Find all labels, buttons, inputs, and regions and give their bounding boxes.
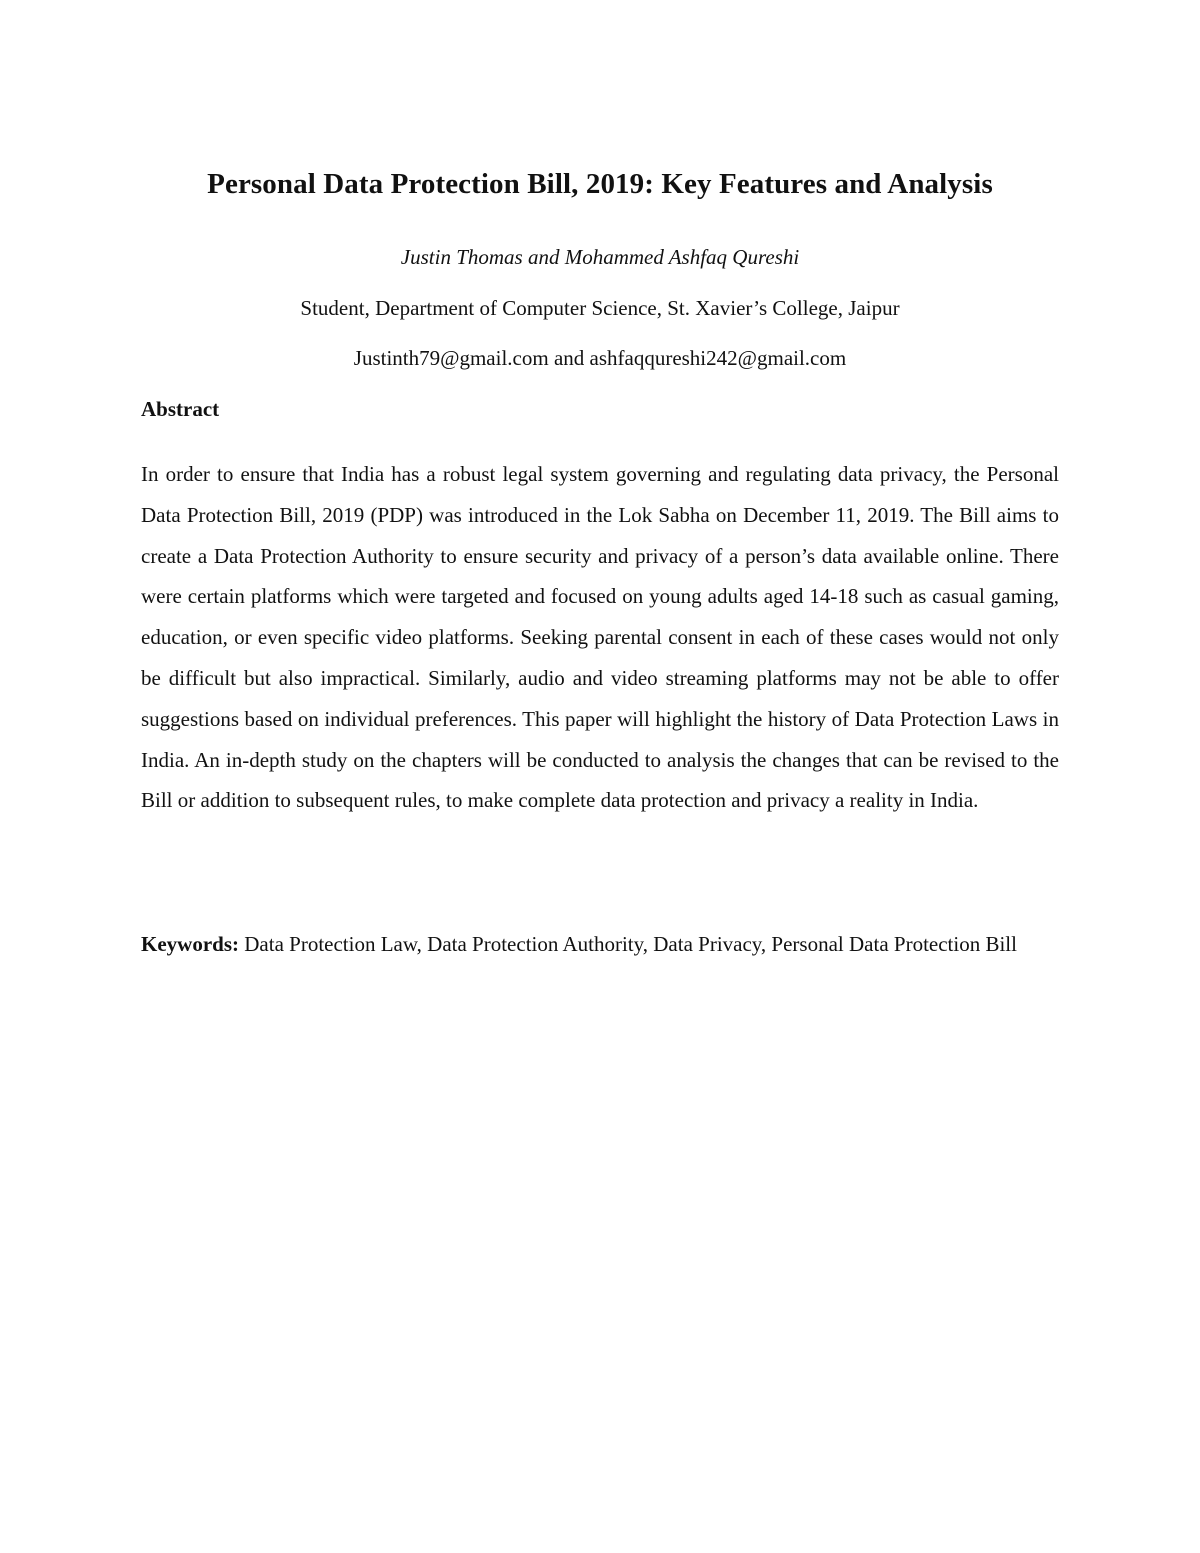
keywords-text: Data Protection Law, Data Protection Authority, Data Privacy, Personal Data Protection Bill xyxy=(244,932,1017,956)
paper-emails: Justinth79@gmail.com and ashfaqqureshi242@gmail.com xyxy=(353,346,847,370)
abstract-body: In order to ensure that India has a robust legal system governing and regulating data privacy, the Personal Data Protection Bill, 2019 (PDP) was introduced in the Lok Sabha on December 11, 2019. The Bill aims to create a Data Protection Authority to ensure security and privacy of a person’s data available online. There were certain platforms which were targeted and focused on young adults aged 14-18 such as casual gaming, education, or even specific video platforms. Seeking parental consent in each of these cases would not only be difficult but also impractical. Similarly, audio and video streaming platforms may not be able to offer suggestions based on individual preferences. This paper will highlight the history of Data Protection Laws in India. An in-depth study on the chapters will be conducted to analysis the changes that can be revised to the Bill or addition to subsequent rules, to make complete data protection and privacy a reality in India. xyxy=(141,462,1059,813)
paper-affiliation: Student, Department of Computer Science, St. Xavier’s College, Jaipur xyxy=(300,296,900,320)
keywords-paragraph xyxy=(141,924,1059,965)
keywords-label: Keywords: xyxy=(141,932,239,956)
abstract-heading: Abstract xyxy=(141,397,220,421)
paper-authors: Justin Thomas and Mohammed Ashfaq Qureshi xyxy=(400,245,800,269)
paper-title: Personal Data Protection Bill, 2019: Key Features and Analysis xyxy=(207,168,993,200)
